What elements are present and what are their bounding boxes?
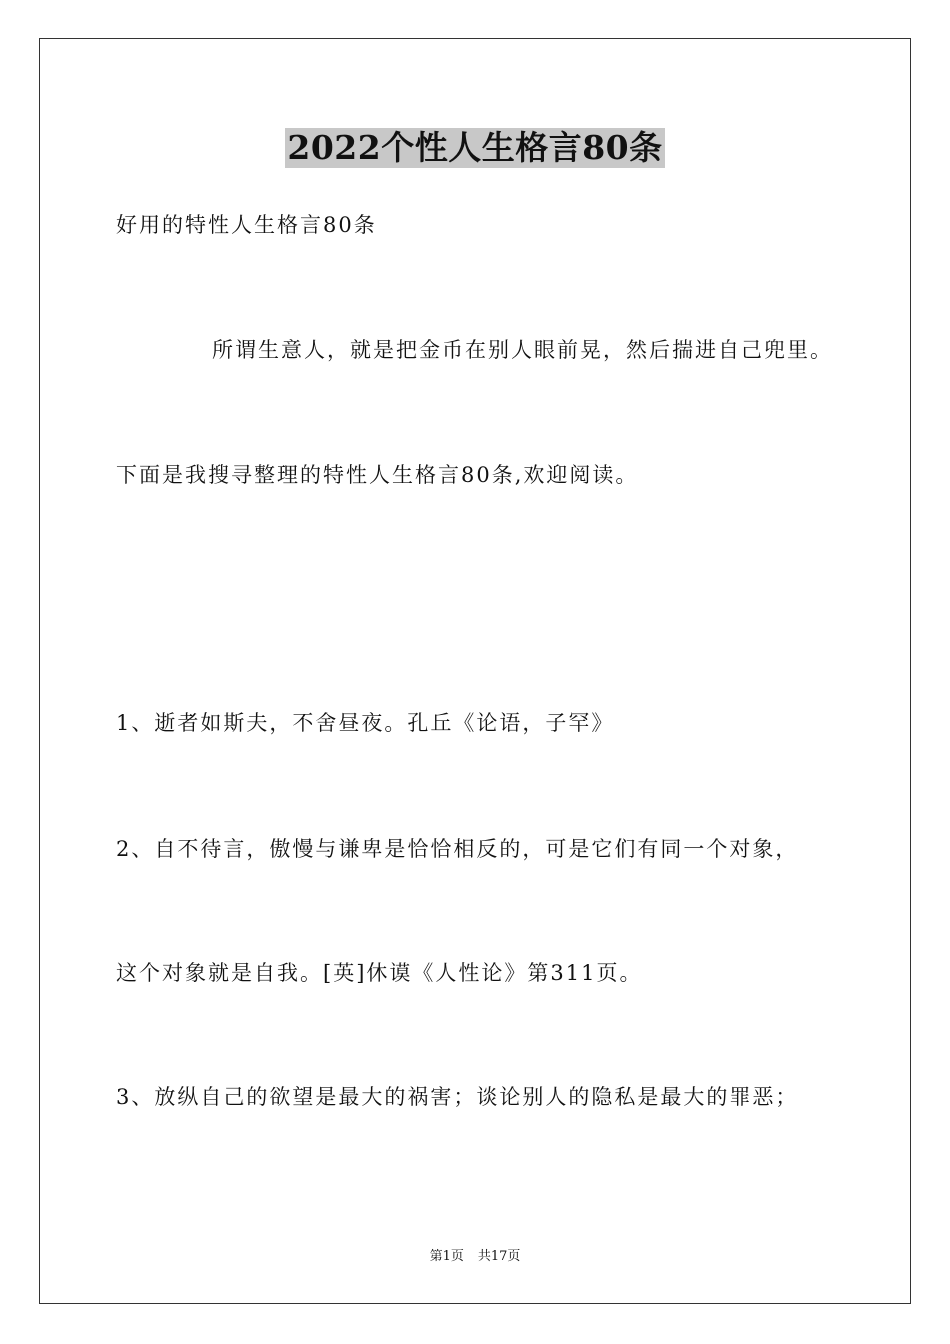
page-footer	[0, 1248, 950, 1266]
quote-1: 1、逝者如斯夫，不舍昼夜。孔丘《论语，子罕》	[116, 711, 615, 735]
page-total: 共17页	[477, 1249, 521, 1264]
document-title: 2022个性人生格言80条	[287, 128, 663, 167]
lead-paragraph: 下面是我搜寻整理的特性人生格言80条,欢迎阅读。	[116, 463, 639, 487]
quote-3: 3、放纵自己的欲望是最大的祸害；谈论别人的隐私是最大的罪恶；	[116, 1085, 799, 1109]
title-container	[0, 128, 950, 168]
intro-paragraph: 所谓生意人，就是把金币在别人眼前晃，然后揣进自己兜里。	[212, 338, 833, 362]
quote-2-line-2: 这个对象就是自我。[英]休谟《人性论》第311页。	[116, 961, 643, 985]
quote-2-line-1: 2、自不待言，傲慢与谦卑是恰恰相反的，可是它们有同一个对象，	[116, 837, 799, 861]
subtitle-paragraph: 好用的特性人生格言80条	[116, 213, 377, 237]
page-number: 第1页	[429, 1249, 464, 1264]
